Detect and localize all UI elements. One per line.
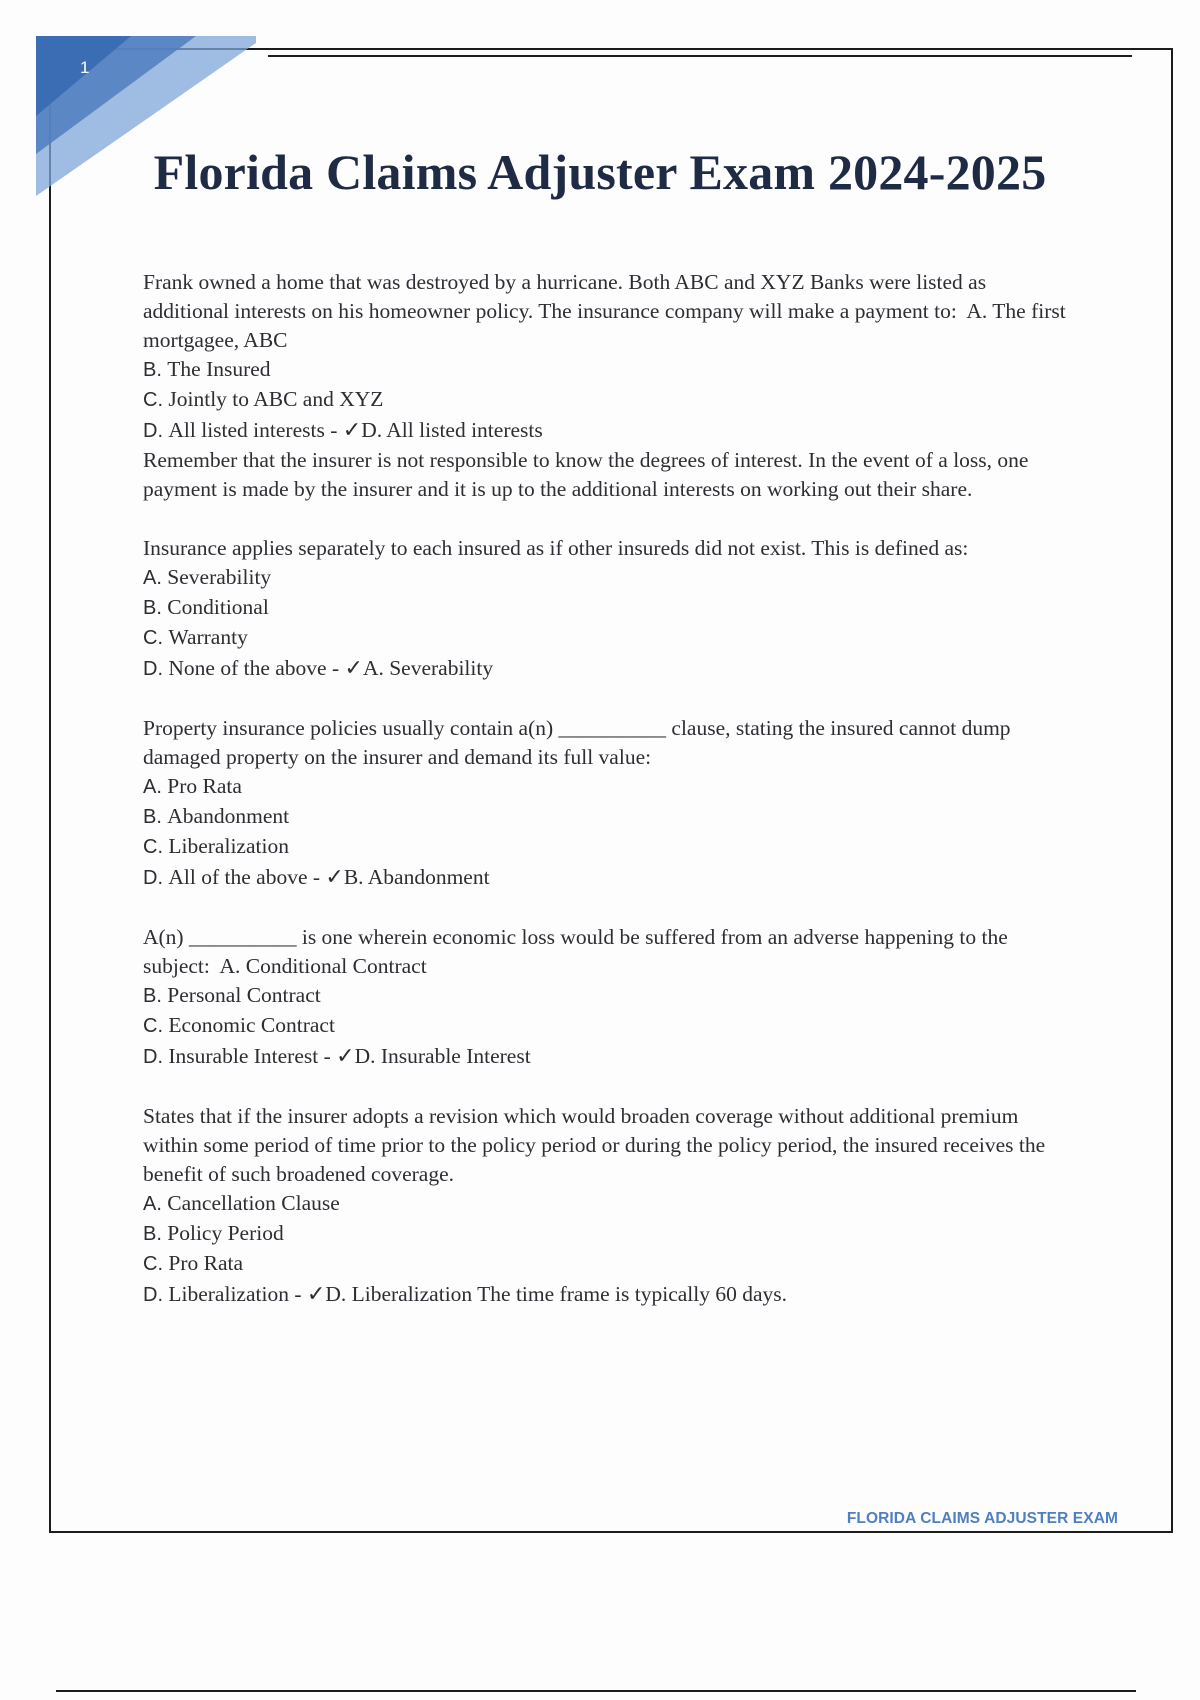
answer-line	[143, 415, 1073, 446]
answer-option	[143, 355, 1073, 385]
checkmark-icon: ✓	[325, 864, 344, 889]
option-text: Liberalization -	[168, 1282, 302, 1306]
option-text: Jointly to ABC and XYZ	[168, 387, 384, 411]
inline-option: A. The first mortgagee, ABC	[143, 299, 1066, 352]
option-letter: D.	[143, 867, 163, 889]
checkmark-icon: ✓	[306, 1281, 326, 1306]
question-block	[143, 268, 1073, 504]
option-letter: A.	[143, 776, 162, 798]
answer-option	[143, 1189, 1073, 1219]
option-text: All listed interests -	[168, 418, 338, 442]
question-stem	[143, 714, 1073, 772]
option-text: Policy Period	[167, 1221, 284, 1245]
correct-answer: D. All listed interests	[361, 418, 543, 442]
question-text: Frank owned a home that was destroyed by a hurricane. Both ABC and XYZ Banks were listed as additional interests on his homeowner policy. The insurance company will make a payment to:	[143, 270, 987, 323]
question-stem	[143, 534, 1073, 563]
answer-option	[143, 1219, 1073, 1249]
option-text: Conditional	[167, 595, 269, 619]
answer-option	[143, 563, 1073, 593]
question-list	[143, 268, 1073, 1340]
correct-answer: A. Severability	[362, 656, 494, 680]
header-rule	[268, 55, 1132, 57]
answer-option	[143, 623, 1073, 653]
question-block	[143, 714, 1073, 893]
question-block	[143, 1102, 1073, 1310]
correct-answer: D. Liberalization The time frame is typically 60 days.	[325, 1282, 788, 1306]
question-text: States that if the insurer adopts a revision which would broaden coverage without additional premium within some period of time prior to the policy period or during the policy period, the insured receives the benefit of such broadened coverage.	[143, 1104, 1046, 1186]
option-letter: C.	[143, 836, 163, 858]
document-title: Florida Claims Adjuster Exam 2024-2025	[153, 144, 1047, 200]
option-text: Personal Contract	[167, 983, 321, 1007]
question-text: A(n) __________ is one wherein economic loss would be suffered from an adverse happening to the subject:	[143, 925, 1008, 978]
checkmark-icon: ✓	[344, 655, 363, 680]
answer-option	[143, 1249, 1073, 1279]
answer-option	[143, 772, 1073, 802]
page-number: 1	[80, 58, 90, 77]
inline-option: A. Conditional Contract	[219, 954, 427, 978]
correct-answer: D. Insurable Interest	[354, 1044, 531, 1068]
option-letter: C.	[143, 1015, 163, 1037]
question-block	[143, 534, 1073, 684]
option-text: All of the above -	[168, 865, 321, 889]
answer-option	[143, 802, 1073, 832]
option-text: The Insured	[167, 357, 271, 381]
footer-rule	[56, 1690, 1136, 1692]
answer-explanation: Remember that the insurer is not responsible to know the degrees of interest. In the event of a loss, one payment is made by the insurer and it is up to the additional interests on working out their share.	[143, 448, 1029, 501]
footer-label: FLORIDA CLAIMS ADJUSTER EXAM	[846, 1510, 1118, 1527]
question-text: Property insurance policies usually contain a(n) __________ clause, stating the insured cannot dump damaged property on the insurer and demand its full value:	[143, 716, 1011, 769]
answer-option	[143, 593, 1073, 623]
option-letter: B.	[143, 806, 162, 828]
option-letter: B.	[143, 1223, 162, 1245]
answer-line	[143, 862, 1073, 893]
option-letter: A.	[143, 1193, 162, 1215]
option-letter: C.	[143, 1253, 163, 1275]
question-text: Insurance applies separately to each insured as if other insureds did not exist. This is defined as:	[143, 536, 969, 560]
option-letter: D.	[143, 420, 163, 442]
option-text: None of the above -	[168, 656, 340, 680]
option-text: Severability	[167, 565, 272, 589]
question-stem	[143, 268, 1073, 355]
answer-line	[143, 653, 1073, 684]
answer-line	[143, 1041, 1073, 1072]
option-text: Liberalization	[168, 834, 289, 858]
answer-option	[143, 385, 1073, 415]
option-letter: D.	[143, 658, 163, 680]
checkmark-icon: ✓	[336, 1043, 355, 1068]
option-letter: B.	[143, 359, 162, 381]
option-letter: D.	[143, 1046, 163, 1068]
option-text: Abandonment	[167, 804, 290, 828]
option-letter: D.	[143, 1284, 163, 1306]
option-text: Economic Contract	[168, 1013, 335, 1037]
option-text: Pro Rata	[168, 1251, 244, 1275]
option-text: Warranty	[168, 625, 248, 649]
correct-answer: B. Abandonment	[343, 865, 490, 889]
question-stem	[143, 1102, 1073, 1189]
checkmark-icon: ✓	[342, 417, 362, 442]
answer-option	[143, 832, 1073, 862]
option-letter: A.	[143, 567, 162, 589]
option-text: Cancellation Clause	[167, 1191, 340, 1215]
option-text: Pro Rata	[167, 774, 242, 798]
answer-option	[143, 981, 1073, 1011]
question-block	[143, 923, 1073, 1072]
option-letter: B.	[143, 597, 162, 619]
option-letter: B.	[143, 985, 162, 1007]
option-letter: C.	[143, 627, 163, 649]
answer-line	[143, 1279, 1073, 1310]
question-stem	[143, 923, 1073, 981]
answer-option	[143, 1011, 1073, 1041]
option-letter: C.	[143, 389, 163, 411]
option-text: Insurable Interest -	[168, 1044, 331, 1068]
